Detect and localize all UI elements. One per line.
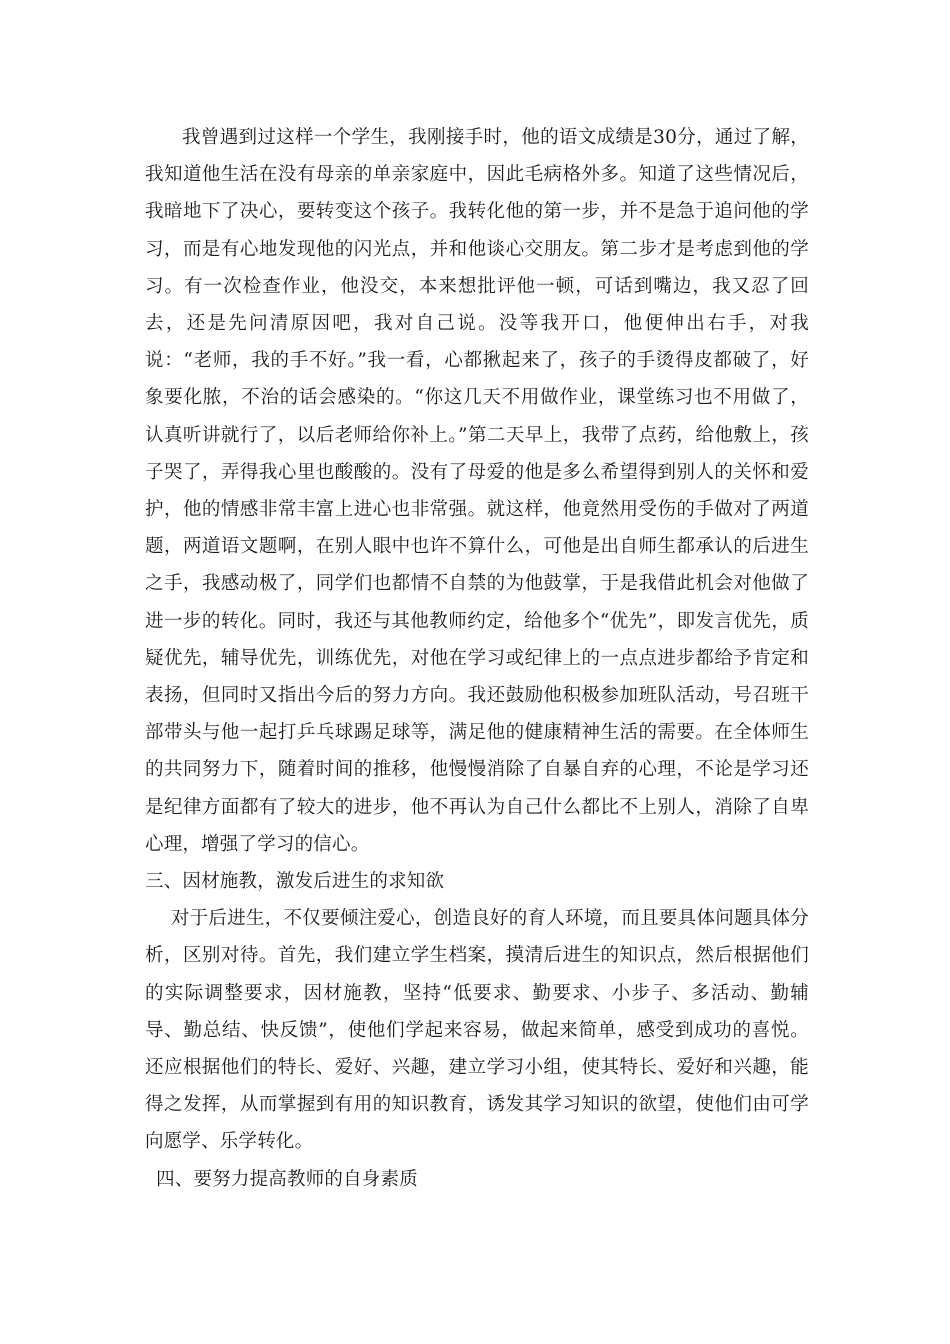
section-heading-four: 四、要努力提高教师的自身素质: [156, 1168, 418, 1190]
body-paragraph-individualized-teaching: 对于后进生，不仅要倾注爱心，创造良好的育人环境，而且要具体问题具体分析，区别对待。首先，我们建立学生档案，摸清后进生的知识点，然后根据他们的实际调整要求，因材施教，坚持“低要求、勤要求、小步子、多活动、勤辅导、勤总结、快反馈”，使他们学起来容易，做起来简单，感受到成功的喜悦。还应根据他们的特长、爱好、兴趣，建立学习小组，使其特长、爱好和兴趣，能得之发挥，从而掌握到有用的知识教育，诱发其学习知识的欲望，使他们由可学向愿学、乐学转化。: [145, 908, 809, 1153]
body-paragraph-student-story: 我曾遇到过这样一个学生，我刚接手时，他的语文成绩是30分，通过了解，我知道他生活在没有母亲的单亲家庭中，因此毛病格外多。知道了这些情况后，我暗地下了决心，要转变这个孩子。我转化他的第一步，并不是急于追问他的学习，而是有心地发现他的闪光点，并和他谈心交朋友。第二步才是考虑到他的学习。有一次检查作业，他没交，本来想批评他一顿，可话到嘴边，我又忍了回去，还是先问清原因吧，我对自己说。没等我开口，他便伸出右手，对我说：“老师，我的手不好。”我一看，心都揪起来了，孩子的手烫得皮都破了，好象要化脓，不治的话会感染的。“你这几天不用做作业，课堂练习也不用做了，认真听讲就行了，以后老师给你补上。”第二天早上，我带了点药，给他敷上，孩子哭了，弄得我心里也酸酸的。没有了母爱的他是多么希望得到别人的关怀和爱护，他的情感非常丰富上进心也非常强。就这样，他竟然用受伤的手做对了两道题，两道语文题啊，在别人眼中也许不算什么，可他是出自师生都承认的后进生之手，我感动极了，同学们也都情不自禁的为他鼓掌，于是我借此机会对他做了进一步的转化。同时，我还与其他教师约定，给他多个“优先”，即发言优先，质疑优先，辅导优先，训练优先，对他在学习或纪律上的一点点进步都给予肯定和表扬，但同时又指出今后的努力方向。我还鼓励他积极参加班队活动，号召班干部带头与他一起打乒乓球踢足球等，满足他的健康精神生活的需要。在全体师生的共同努力下，随着时间的推移，他慢慢消除了自暴自弃的心理，不论是学习还是纪律方面都有了较大的进步，他不再认为自己什么都比不上别人，消除了自卑心理，增强了学习的信心。: [145, 127, 809, 855]
document-page: [145, 119, 809, 1198]
section-heading-three: 三、因材施教，激发后进生的求知欲: [145, 871, 445, 893]
